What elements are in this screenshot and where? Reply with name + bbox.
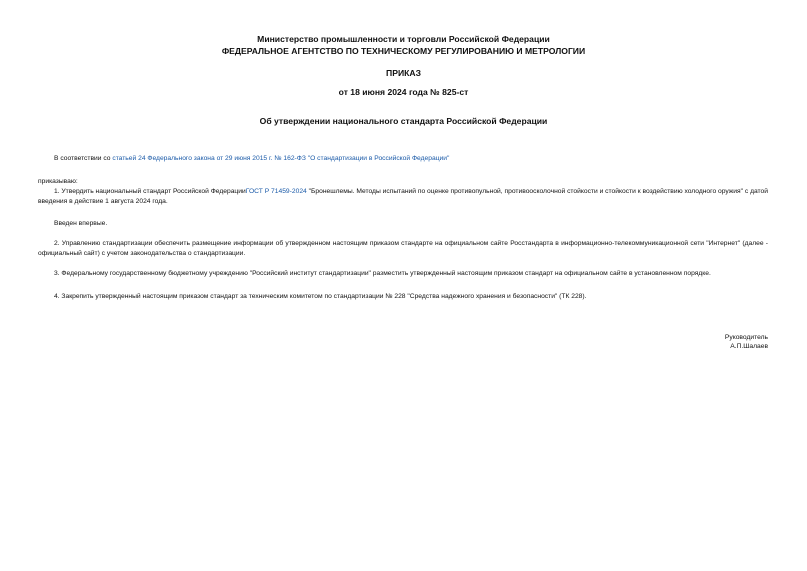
basis-paragraph <box>38 154 768 164</box>
order-word: приказываю: <box>38 178 78 185</box>
introduced-note: Введен впервые. <box>54 220 108 227</box>
item-1-prefix: 1. Утвердить национальный стандарт Российской Федерации <box>54 188 246 195</box>
item-2-paragraph: 2. Управлению стандартизации обеспечить размещение информации об утвержденном настоящим приказом стандарте на официальном сайте Росстандарта в информационно-телекоммуникационной сети "Интернет" (далее - официальный сайт) с учетом законодательства о стандартизации. <box>38 240 768 257</box>
agency-name: ФЕДЕРАЛЬНОЕ АГЕНТСТВО ПО ТЕХНИЧЕСКОМУ РЕГУЛИРОВАНИЮ И МЕТРОЛОГИИ <box>221 46 586 56</box>
signer-role: Руководитель <box>724 334 768 341</box>
item-1-suffix: "Бронешлемы. Методы испытаний по оценке противопульной, противоосколочной стойкости и стойкости к воздействию холодного оружия" с датой введения в действие 1 августа 2024 года. <box>38 188 768 205</box>
document-type: ПРИКАЗ <box>386 68 421 78</box>
law-link[interactable]: статьей 24 Федерального закона от 29 июня 2015 г. № 162-ФЗ "О стандартизации в Российской Федерации" <box>112 155 450 162</box>
standard-link[interactable]: ГОСТ Р 71459-2024 <box>245 188 307 195</box>
signer-name: А.П.Шалаев <box>730 343 768 350</box>
basis-prefix: В соответствии со <box>54 155 113 162</box>
document-title: Об утверждении национального стандарта Российской Федерации <box>259 116 548 126</box>
item-3-paragraph: 3. Федеральному государственному бюджетному учреждению "Российский институт стандартизации" разместить утвержденный настоящим приказом стандарт на официальном сайте в установленном порядке. <box>54 270 711 277</box>
item-1-paragraph <box>38 187 768 207</box>
ministry-name: Министерство промышленности и торговли Российской Федерации <box>257 34 550 44</box>
item-4-paragraph: 4. Закрепить утвержденный настоящим приказом стандарт за техническим комитетом по стандартизации № 228 "Средства надежного хранения и безопасности" (ТК 228). <box>54 293 587 300</box>
document-date-number: от 18 июня 2024 года № 825-ст <box>338 87 469 97</box>
